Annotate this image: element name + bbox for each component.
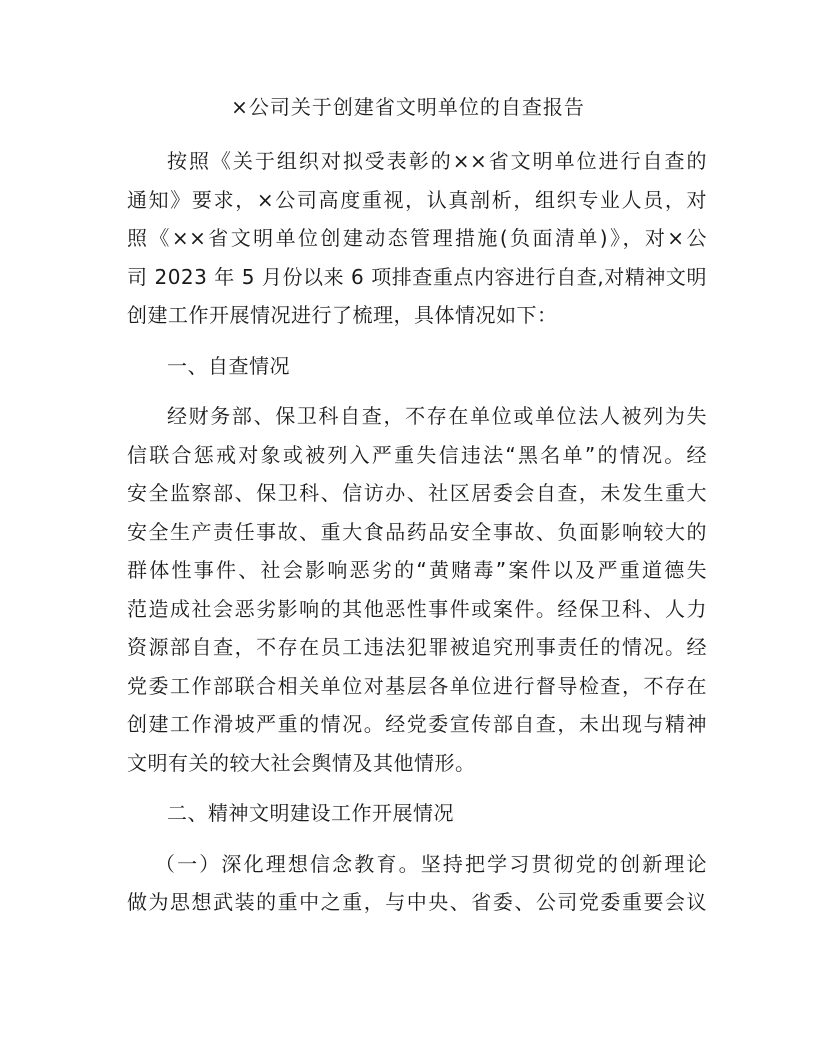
paragraph-line: 党委工作部联合相关单位对基层各单位进行督导检查，不存在 [127, 673, 707, 698]
paragraph-line: 创建工作滑坡严重的情况。经党委宣传部自查，未出现与精神 [127, 712, 707, 736]
paragraph-line: （一）深化理想信念教育。坚持把学习贯彻党的创新理论 [155, 851, 707, 876]
paragraph-line: 经财务部、保卫科自查，不存在单位或单位法人被列为失 [167, 404, 707, 428]
paragraph-line: 创建工作开展情况进行了梳理，具体情况如下： [127, 303, 558, 327]
paragraph-line: 按照《关于组织对拟受表彰的××省文明单位进行自查的 [167, 149, 707, 173]
section-heading-text: 二、精神文明建设工作开展情况 [167, 801, 454, 825]
paragraph-self-check [127, 397, 707, 782]
section-heading-2 [127, 794, 707, 833]
paragraph-line: 安全生产责任事故、重大食品药品安全事故、负面影响较大的 [127, 519, 707, 544]
paragraph-line: 信联合惩戒对象或被列入严重失信违法“黑名单”的情况。经 [127, 442, 707, 467]
document-title: ×公司关于创建省文明单位的自查报告 [231, 95, 585, 119]
section-heading-text: 一、自查情况 [167, 353, 290, 378]
paragraph-line: 群体性事件、社会影响恶劣的“黄赌毒”案件以及严重道德失 [127, 558, 707, 582]
paragraph-line: 司 2023 年 5 月份以来 6 项排查重点内容进行自查,对精神文明 [127, 264, 707, 289]
paragraph-line: 文明有关的较大社会舆情及其他情形。 [127, 750, 476, 775]
paragraph-line: 通知》要求，×公司高度重视，认真剖析，组织专业人员，对 [127, 187, 707, 212]
paragraph-line: 资源部自查，不存在员工违法犯罪被追究刑事责任的情况。经 [127, 635, 707, 659]
paragraph-ideals-education [127, 845, 707, 922]
section-heading-1 [127, 347, 707, 386]
paragraph-line: 范造成社会恶劣影响的其他恶性事件或案件。经保卫科、人力 [127, 596, 707, 621]
paragraph-line: 照《××省文明单位创建动态管理措施(负面清单)》，对×公 [127, 226, 707, 250]
document-body [127, 142, 707, 922]
paragraph-line: 做为思想武装的重中之重，与中央、省委、公司党委重要会议 [127, 890, 707, 914]
paragraph-line: 安全监察部、保卫科、信访办、社区居委会自查，未发生重大 [127, 481, 707, 505]
paragraph-intro [127, 142, 707, 335]
